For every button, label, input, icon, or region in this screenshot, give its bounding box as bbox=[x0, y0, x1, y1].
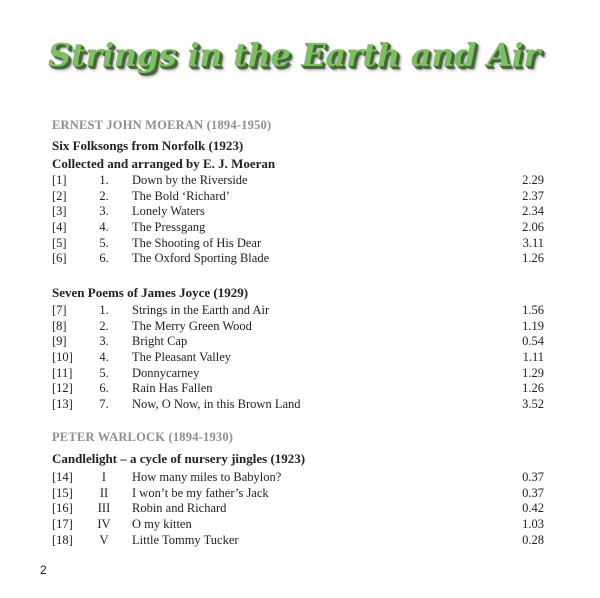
track-title: O my kitten bbox=[132, 517, 192, 532]
track-title: Rain Has Fallen bbox=[132, 381, 213, 396]
track-row bbox=[52, 501, 544, 517]
track-row bbox=[52, 189, 544, 205]
track-number: [10] bbox=[52, 350, 73, 365]
track-row bbox=[52, 381, 544, 397]
composer-heading: ERNEST JOHN MOERAN (1894-1950) bbox=[52, 118, 272, 132]
track-duration: 1.19 bbox=[522, 318, 544, 333]
track-duration: 2.34 bbox=[522, 204, 544, 219]
track-row bbox=[52, 319, 544, 335]
track-number: [11] bbox=[52, 365, 73, 380]
track-duration: 3.11 bbox=[522, 235, 544, 250]
track-number: [14] bbox=[52, 470, 73, 484]
track-title: Robin and Richard bbox=[132, 501, 227, 516]
track-number: [8] bbox=[52, 318, 67, 333]
track-number: [18] bbox=[52, 532, 73, 547]
track-duration: 2.29 bbox=[522, 173, 544, 187]
movement-number: 6. bbox=[99, 251, 109, 266]
movement-number: 1. bbox=[99, 173, 109, 187]
track-number: [16] bbox=[52, 501, 73, 516]
movement-number: 7. bbox=[99, 397, 109, 412]
movement-number: 5. bbox=[99, 365, 109, 380]
track-title: Lonely Waters bbox=[132, 204, 205, 219]
track-title: Bright Cap bbox=[132, 334, 188, 349]
track-row bbox=[52, 366, 544, 382]
work-title: Seven Poems of James Joyce (1929) bbox=[52, 285, 249, 300]
track-row bbox=[52, 173, 544, 189]
track-row bbox=[52, 350, 544, 366]
track-title: The Bold ‘Richard’ bbox=[132, 188, 230, 203]
track-list bbox=[52, 303, 544, 413]
track-title: Strings in the Earth and Air bbox=[132, 303, 270, 317]
movement-number: 3. bbox=[99, 334, 109, 349]
movement-number: 2. bbox=[99, 188, 109, 203]
movement-number: III bbox=[97, 501, 111, 516]
track-number: [2] bbox=[52, 188, 67, 203]
track-duration: 0.28 bbox=[522, 532, 544, 547]
track-title: The Shooting of His Dear bbox=[132, 235, 262, 250]
track-title: Little Tommy Tucker bbox=[132, 532, 239, 547]
movement-number: II bbox=[99, 485, 109, 500]
track-row bbox=[52, 334, 544, 350]
track-row bbox=[52, 397, 544, 413]
track-number: [1] bbox=[52, 173, 67, 187]
track-list bbox=[52, 470, 544, 548]
movement-number: 1. bbox=[99, 303, 109, 317]
movement-number: 2. bbox=[99, 318, 109, 333]
track-row bbox=[52, 303, 544, 319]
track-duration: 0.37 bbox=[522, 470, 544, 484]
track-number: [5] bbox=[52, 235, 67, 250]
movement-number: V bbox=[99, 532, 109, 547]
movement-number: IV bbox=[97, 517, 111, 532]
track-number: [9] bbox=[52, 334, 67, 349]
track-title: The Merry Green Wood bbox=[132, 318, 252, 333]
track-row bbox=[52, 533, 544, 549]
track-duration: 1.26 bbox=[522, 381, 544, 396]
track-title: Down by the Riverside bbox=[132, 173, 248, 187]
track-number: [6] bbox=[52, 251, 67, 266]
track-number: [12] bbox=[52, 381, 73, 396]
work-heading bbox=[52, 450, 305, 468]
track-list bbox=[52, 173, 544, 267]
track-duration: 2.06 bbox=[522, 220, 544, 235]
movement-number: 4. bbox=[99, 220, 109, 235]
track-row bbox=[52, 486, 544, 502]
movement-number: I bbox=[101, 470, 107, 484]
work-title: Candlelight – a cycle of nursery jingles (1923) bbox=[52, 451, 306, 466]
track-duration: 3.52 bbox=[522, 397, 544, 412]
track-title: The Pleasant Valley bbox=[132, 350, 232, 365]
track-row bbox=[52, 470, 544, 486]
track-duration: 0.42 bbox=[522, 501, 544, 516]
track-title: Now, O Now, in this Brown Land bbox=[132, 397, 301, 412]
track-title: How many miles to Babylon? bbox=[132, 470, 282, 484]
track-title: Donnycarney bbox=[132, 365, 200, 380]
track-row bbox=[52, 220, 544, 236]
track-number: [17] bbox=[52, 517, 73, 532]
page-number: 2 bbox=[40, 563, 47, 577]
track-title: The Oxford Sporting Blade bbox=[132, 251, 270, 266]
track-title: I won’t be my father’s Jack bbox=[132, 485, 269, 500]
track-row bbox=[52, 517, 544, 533]
track-number: [15] bbox=[52, 485, 73, 500]
track-duration: 1.11 bbox=[522, 350, 544, 365]
track-number: [7] bbox=[52, 303, 67, 317]
track-number: [4] bbox=[52, 220, 67, 235]
work-heading bbox=[52, 284, 248, 302]
track-duration: 0.37 bbox=[522, 485, 544, 500]
movement-number: 4. bbox=[99, 350, 109, 365]
movement-number: 6. bbox=[99, 381, 109, 396]
work-heading bbox=[52, 137, 275, 173]
track-row bbox=[52, 251, 544, 267]
track-row bbox=[52, 204, 544, 220]
track-duration: 0.54 bbox=[522, 334, 544, 349]
work-subtitle: Collected and arranged by E. J. Moeran bbox=[52, 156, 276, 171]
composer-heading: PETER WARLOCK (1894-1930) bbox=[52, 430, 234, 444]
movement-number: 5. bbox=[99, 235, 109, 250]
track-row bbox=[52, 236, 544, 252]
track-duration: 1.26 bbox=[522, 251, 544, 266]
track-duration: 2.37 bbox=[522, 188, 544, 203]
track-duration: 1.29 bbox=[522, 365, 544, 380]
track-title: The Pressgang bbox=[132, 220, 206, 235]
track-number: [13] bbox=[52, 397, 73, 412]
track-number: [3] bbox=[52, 204, 67, 219]
track-duration: 1.56 bbox=[522, 303, 544, 317]
album-title: Strings in the Earth and Air bbox=[48, 36, 540, 74]
work-title: Six Folksongs from Norfolk (1923) bbox=[52, 138, 244, 153]
track-duration: 1.03 bbox=[522, 517, 544, 532]
movement-number: 3. bbox=[99, 204, 109, 219]
